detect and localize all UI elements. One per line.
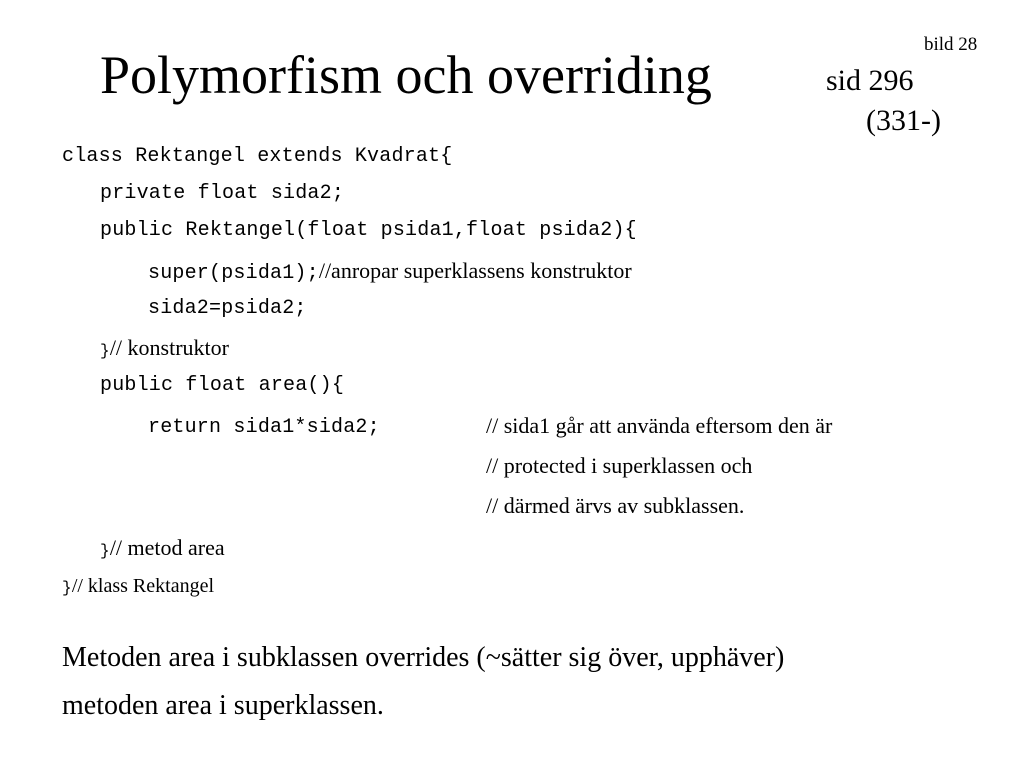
code-line-super-call [148,258,632,285]
code-comment-3: // därmed ärvs av subklassen. [486,493,745,518]
code-comment-2: // protected i superklassen och [486,453,753,478]
code-brace: } [100,342,110,360]
code-brace: } [62,579,72,597]
code-line-class-end [62,575,214,598]
slide-number: bild 28 [924,34,978,55]
code-comment-1: // sida1 går att använda eftersom den är [486,413,833,438]
explanation-line-2: metoden area i superklassen. [62,690,384,721]
code-comment: // metod area [109,535,225,560]
page-reference-range: (331-) [866,104,941,137]
code-line-class-decl: class Rektangel extends Kvadrat{ [62,145,453,168]
code-comment: //anropar superklassens konstruktor [318,258,632,283]
code-line-constructor: public Rektangel(float psida1,float psida2){ [100,219,637,242]
code-line-field: private float sida2; [100,182,345,205]
code-text: super(psida1); [148,262,319,285]
code-line-method-end [100,535,225,561]
code-brace: } [100,542,110,560]
code-line-method: public float area(){ [100,374,345,397]
code-line-return: return sida1*sida2; [148,416,380,439]
code-comment: // konstruktor [109,335,229,360]
code-line-assign: sida2=psida2; [148,297,307,320]
page-reference: sid 296 [826,64,914,97]
code-comment: // klass Rektangel [71,575,215,597]
code-line-constructor-end [100,335,229,361]
slide-title: Polymorfism och overriding [100,45,712,105]
explanation-line-1: Metoden area i subklassen overrides (~sätter sig över, upphäver) [62,642,785,673]
